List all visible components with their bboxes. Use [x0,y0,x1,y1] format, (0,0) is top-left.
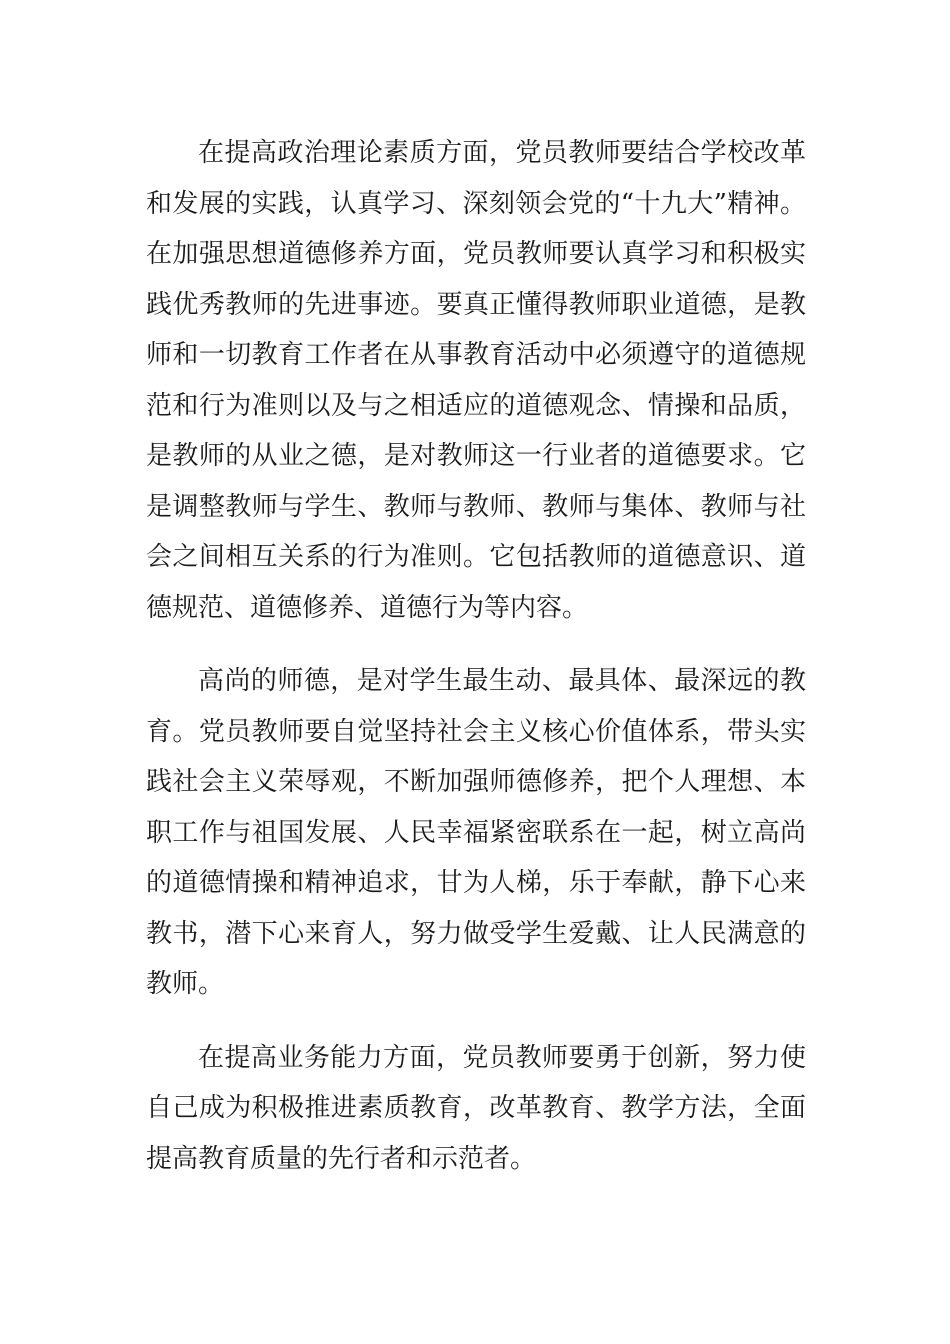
paragraph-line: 是调整教师与学生、教师与教师、教师与集体、教师与社 [146,491,806,522]
paragraph-line: 自己成为积极推进素质教育，改革教育、教学方法，全面 [146,1093,806,1123]
paragraph-line: 育。党员教师要自觉坚持社会主义核心价值体系，带头实 [146,716,806,747]
paragraph-line: 践优秀教师的先进事迹。要真正懂得教师职业道德，是教 [146,289,806,320]
paragraph-professional-ability [146,1033,806,1185]
paragraph-line: 在提高业务能力方面，党员教师要勇于创新，努力使 [198,1042,806,1073]
paragraph-line: 在提高政治理论素质方面，党员教师要结合学校改革 [198,138,806,168]
paragraph-line: 师和一切教育工作者在从事教育活动中必须遵守的道德规 [146,340,806,370]
paragraph-line: 是教师的从业之德，是对教师这一行业者的道德要求。它 [146,441,806,471]
paragraph-spacer [146,633,806,656]
document-body [146,128,806,1184]
paragraph-line: 德规范、道德修养、道德行为等内容。 [146,592,589,623]
paragraph-teacher-ethics [146,656,806,1010]
paragraph-spacer [146,1010,806,1033]
paragraph-line: 和发展的实践，认真学习、深刻领会党的“十九大”精神。 [146,188,806,219]
paragraph-line: 践社会主义荣辱观，不断加强师德修养，把个人理想、本 [146,767,806,797]
paragraph-line: 职工作与祖国发展、人民幸福紧密联系在一起，树立高尚 [146,817,806,848]
paragraph-line: 范和行为准则以及与之相适应的道德观念、情操和品质， [146,390,806,421]
paragraph-line: 教书，潜下心来育人，努力做受学生爱戴、让人民满意的 [146,918,806,949]
paragraph-line: 高尚的师德，是对学生最生动、最具体、最深远的教 [198,666,806,696]
paragraph-line: 的道德情操和精神追求，甘为人梯，乐于奉献，静下心来 [146,868,806,898]
paragraph-line: 提高教育质量的先行者和示范者。 [146,1143,537,1174]
paragraph-political-theory [146,128,806,633]
paragraph-line: 教师。 [146,969,225,999]
paragraph-line: 在加强思想道德修养方面，党员教师要认真学习和积极实 [146,239,806,269]
paragraph-line: 会之间相互关系的行为准则。它包括教师的道德意识、道 [146,542,806,572]
